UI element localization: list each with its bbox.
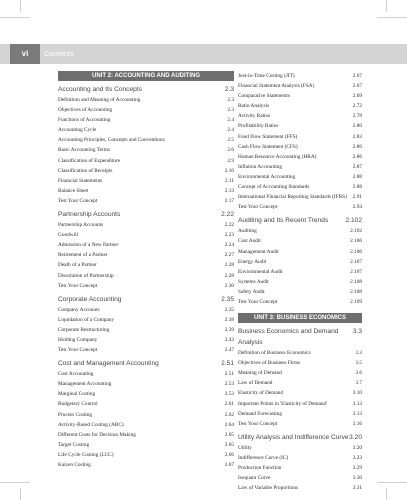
toc-entry-page: 2.80 [352,123,362,130]
toc-entry-page: 3.3 [355,350,362,357]
toc-entry [238,192,362,202]
toc-entry-title: Fund Flow Statement (FFS) [238,133,298,140]
toc-entry-page: 3.5 [355,360,362,367]
toc-entry-title: Systems Audit [238,278,269,285]
toc-entry-title: Dissolution of Partnership [58,272,114,279]
section-page: 2.102 [345,217,362,225]
toc-entry-title: Marginal Costing [58,391,96,398]
toc-entry-title: Elasticity of Demand [238,390,284,397]
toc-entry [58,196,234,206]
toc-entry-page: 2.9 [227,157,234,164]
toc-entry-page: 2.106 [350,248,362,255]
toc-entry [238,236,362,246]
toc-entry-title: Basic Accounting Terms [58,147,110,154]
toc-entry-title: Classification of Expenditure [58,157,121,164]
toc-entry-title: Different Costs for Decision Making [58,431,136,438]
toc-entry-title: Comparative Statements [238,93,290,100]
toc-entry [58,115,234,125]
toc-entry [58,440,234,450]
toc-entry-title: Liquidation of a Company [58,316,115,323]
toc-entry-title: Activity Ratios [238,113,271,120]
toc-entry-page: 2.22 [224,222,234,229]
toc-entry-title: Utility [238,444,252,451]
toc-entry [58,105,234,115]
toc-entry-title: Safety Audit [238,288,265,295]
toc-entry [58,95,234,105]
toc-entry [58,345,234,355]
toc-entry [238,399,362,409]
toc-entry [238,277,362,287]
toc-entry-page: 2.13 [224,187,234,194]
toc-entry-title: International Financial Reporting Standards (IFRS) [238,193,347,200]
toc-entry-page: 2.47 [224,347,234,354]
toc-entry [58,156,234,166]
toc-entry-title: Management Accounting [58,381,112,388]
section-page: 2.22 [221,211,234,219]
toc-entry-page: 3.6 [355,370,362,377]
section-title: Corporate Accounting [58,295,122,303]
toc-section-heading [238,215,362,226]
toc-entry-title: Cost Audit [238,238,261,245]
toc-entry-page: 2.65 [224,431,234,438]
toc-entry-page: 2.108 [350,278,362,285]
toc-entry-title: Meaning of Demand [238,370,282,377]
toc-entry-page: 3.13 [352,400,362,407]
toc-entry [58,166,234,176]
toc-entry [58,176,234,186]
section-title: Partnership Accounts [58,211,121,219]
toc-entry-title: Test Your Concept [58,282,98,289]
toc-entry [238,297,362,307]
toc-entry-title: Holding Company [58,336,98,343]
toc-entry-title: Financial Statements [58,177,103,184]
toc-entry-page: 2.4 [227,127,234,134]
toc-entry-page: 2.35 [224,306,234,313]
section-page: 2.3 [224,86,234,93]
toc-entry [58,125,234,135]
toc-entry-page: 2.43 [224,336,234,343]
toc-entry-title: Law of Demand [238,380,273,387]
toc-entry-page: 2.53 [224,381,234,388]
toc-entry-title: Production Function [238,465,282,471]
toc-entry-page: 2.107 [350,258,362,265]
toc-entry [58,430,234,440]
toc-entry-page: 3.30 [352,475,362,482]
toc-entry [58,325,234,335]
toc-entry [238,463,362,473]
crop-mark [386,488,387,500]
toc-entry [238,473,362,483]
toc-entry-page: 3.7 [355,380,362,387]
toc-entry-page: 2.88 [352,173,362,180]
toc-entry-title: Ratio Analysis [238,103,270,110]
toc-entry-page: 2.91 [352,194,362,201]
toc-entry-title: Indifference Curve (IC) [238,454,289,461]
toc-entry-page: 2.65 [224,441,234,448]
toc-entry [58,389,234,399]
toc-entry-page: 3.20 [352,444,362,451]
toc-entry-page: 2.87 [352,163,362,170]
toc-entry-title: Just-in-Time Costing (JIT) [238,73,295,79]
section-title: Accounting and Its Concepts [58,86,142,93]
toc-entry [238,443,362,453]
section-page: 2.51 [221,360,234,368]
toc-entry-page: 3.13 [352,410,362,417]
toc-entry-title: Life Cycle Costing (LCC) [58,451,114,458]
toc-entry [58,145,234,155]
toc-entry-page: 2.61 [224,401,234,408]
toc-entry [238,81,362,91]
toc-entry-title: Cash Flow Statement (CFS) [238,143,298,150]
toc-entry [58,450,234,460]
toc-entry-page: 2.88 [352,184,362,191]
section-title: Utility Analysis and Indifference Curve [238,433,349,441]
toc-entry-page: 2.24 [224,242,234,249]
toc-entry [58,250,234,260]
toc-entry-page: 2.28 [224,262,234,269]
toc-entry-page: 2.78 [352,113,362,120]
toc-entry-page: 2.6 [227,147,234,154]
crop-mark [20,488,21,500]
toc-entry-page: 3.23 [352,454,362,461]
toc-section-heading [238,432,362,443]
section-page: 3.3 [352,328,362,336]
toc-entry-page: 3.16 [352,420,362,427]
toc-entry [58,335,234,345]
crop-mark [0,482,30,483]
toc-entry-page: 2.72 [352,103,362,110]
toc-entry [58,305,234,315]
toc-entry-page: 2.23 [224,232,234,239]
toc-entry-page: 2.86 [352,153,362,160]
toc-left-column [58,71,234,470]
toc-entry-page: 2.51 [224,371,234,378]
toc-entry-page: 2.108 [350,288,362,295]
toc-entry-title: Cost Accounting [58,371,94,378]
running-header-title: Contents [44,49,75,58]
toc-entry [58,260,234,270]
toc-entry-title: Target Costing [58,441,90,448]
toc-entry [238,101,362,111]
toc-entry [58,186,234,196]
toc-entry-title: Demand Forecasting [238,410,282,417]
toc-entry [238,202,362,212]
toc-entry-title: Partnership Accounts [58,222,104,229]
toc-entry-page: 3.31 [352,485,362,492]
toc-entry-title: Test Your Concept [238,420,278,427]
toc-entry [238,172,362,182]
toc-entry [238,388,362,398]
toc-entry-title: Concept of Accounting Standards [238,184,310,191]
toc-entry [58,369,234,379]
toc-entry-title: Definition of Business Economics [238,350,311,357]
toc-entry [58,420,234,430]
toc-section-heading [58,209,234,220]
toc-right-column [238,71,362,493]
toc-entry [238,152,362,162]
toc-entry-page: 2.94 [352,204,362,211]
section-title: Auditing and Its Recent Trends [238,217,329,225]
section-page: 3.20 [349,433,362,441]
toc-entry [238,409,362,419]
toc-section-heading [58,84,234,95]
toc-entry-page: 2.62 [224,411,234,418]
toc-entry-page: 2.39 [224,326,234,333]
toc-entry [238,182,362,192]
toc-entry [58,230,234,240]
toc-entry-page: 2.102 [350,228,362,235]
toc-entry-title: Kaizen Costing [58,462,91,468]
toc-entry [58,399,234,409]
crop-mark [20,0,21,12]
toc-entry [238,287,362,297]
toc-entry-page: 2.5 [227,137,234,144]
toc-entry-page: 2.3 [227,107,234,114]
toc-entry-page: 3.29 [352,465,362,471]
toc-entry-title: Definition and Meaning of Accounting [58,97,141,103]
toc-entry-page: 2.86 [352,143,362,150]
toc-entry-title: Functions of Accounting [58,117,111,124]
toc-entry [238,348,362,358]
section-title: Cost and Management Accounting [58,360,159,368]
toc-entry [58,315,234,325]
toc-entry-page: 2.30 [224,282,234,289]
toc-entry-title: Accounting Cycle [58,127,97,134]
page-number: vi [10,44,40,64]
toc-entry-title: Death of a Partner [58,262,97,269]
toc-section-heading [238,326,362,348]
toc-section-heading [58,358,234,369]
toc-entry-page: 2.69 [352,93,362,100]
toc-entry-page: 3.10 [352,390,362,397]
toc-entry [238,378,362,388]
toc-entry-page: 2.27 [224,252,234,259]
toc-entry-title: Corporate Restructuring [58,326,110,333]
toc-entry [58,240,234,250]
toc-entry-title: Activity-Based Costing (ABC) [58,421,124,428]
toc-entry-page: 2.83 [352,133,362,140]
toc-entry-title: Balance Sheet [58,187,89,194]
section-title: Business Economics and Demand Analysis [238,328,339,347]
toc-entry-title: Energy Audit [238,258,267,265]
toc-entry-title: Process Costing [58,411,92,418]
toc-entry [238,483,362,493]
toc-entry [58,460,234,470]
toc-entry-page: 2.67 [224,462,234,468]
toc-entry [58,271,234,281]
toc-entry [238,257,362,267]
toc-entry [238,71,362,81]
toc-entry [58,410,234,420]
toc-entry-page: 2.17 [224,197,234,204]
toc-entry-page: 2.109 [350,298,362,305]
toc-entry-page: 2.28 [224,272,234,279]
toc-entry-page: 2.3 [227,97,234,103]
toc-entry-page: 2.67 [352,73,362,79]
toc-entry-page: 2.4 [227,117,234,124]
toc-entry-title: Budgetary Control [58,401,98,408]
toc-entry-title: Classification of Receipts [58,167,113,174]
toc-entry [238,419,362,429]
crop-mark [377,482,407,483]
toc-entry [238,226,362,236]
toc-entry-title: Goodwill [58,232,79,239]
toc-entry-title: Isoquant Curve [238,475,271,482]
toc-entry [238,142,362,152]
toc-entry-title: Auditing [238,228,257,235]
toc-entry [58,379,234,389]
toc-entry-page: 2.53 [224,391,234,398]
toc-entry [238,111,362,121]
toc-entry-title: Company Accounts [58,306,100,313]
toc-entry [58,281,234,291]
crop-mark [377,17,407,18]
crop-mark [0,17,30,18]
toc-entry-title: Test Your Concept [238,204,278,211]
toc-entry [238,453,362,463]
toc-entry-title: Law of Variable Proportions [238,485,299,492]
unit-heading: UNIT 3: BUSINESS ECONOMICS [238,313,362,323]
toc-entry-title: Retirement of a Partner [58,252,108,259]
toc-entry [238,267,362,277]
toc-entry [238,121,362,131]
toc-entry [238,162,362,172]
toc-entry-page: 2.107 [350,268,362,275]
toc-entry [238,368,362,378]
unit-heading: UNIT 2: ACCOUNTING AND AUDITING [58,71,234,81]
toc-entry-title: Test Your Concept [58,197,98,204]
toc-entry-page: 2.11 [224,177,234,184]
toc-entry-title: Important Points in 'Elasticity of Demand' [238,400,328,407]
toc-entry-title: Objectives of Business Firms [238,360,301,367]
toc-entry [238,132,362,142]
toc-entry-title: Profitability Ratios [238,123,279,130]
crop-mark [386,0,387,12]
toc-entry-title: Financial Statement Analysis (FSA) [238,83,315,90]
toc-entry [58,135,234,145]
toc-section-heading [58,294,234,305]
toc-entry [238,358,362,368]
toc-entry-title: Environmental Accounting [238,173,296,180]
toc-entry-page: 2.66 [224,451,234,458]
toc-entry-title: Inflation Accounting [238,163,282,170]
toc-entry-title: Test Your Concept [238,298,278,305]
toc-entry-page: 2.106 [350,238,362,245]
toc-entry-page: 2.64 [224,421,234,428]
toc-entry [238,91,362,101]
toc-entry-title: Environmental Audit [238,268,283,275]
toc-entry-title: Accounting Principles, Concepts and Conventions [58,137,165,144]
toc-entry-title: Human Resource Accounting (HRA) [238,153,317,160]
toc-entry-title: Objectives of Accounting [58,107,113,114]
toc-entry-title: Management Audit [238,248,279,255]
toc-entry-title: Admission of a New Partner [58,242,119,249]
toc-entry-page: 2.67 [352,83,362,90]
toc-entry [238,247,362,257]
toc-entry-title: Test Your Concept [58,347,98,354]
toc-entry-page: 2.38 [224,316,234,323]
toc-entry-page: 2.10 [224,167,234,174]
toc-entry [58,220,234,230]
section-page: 2.35 [221,295,234,303]
